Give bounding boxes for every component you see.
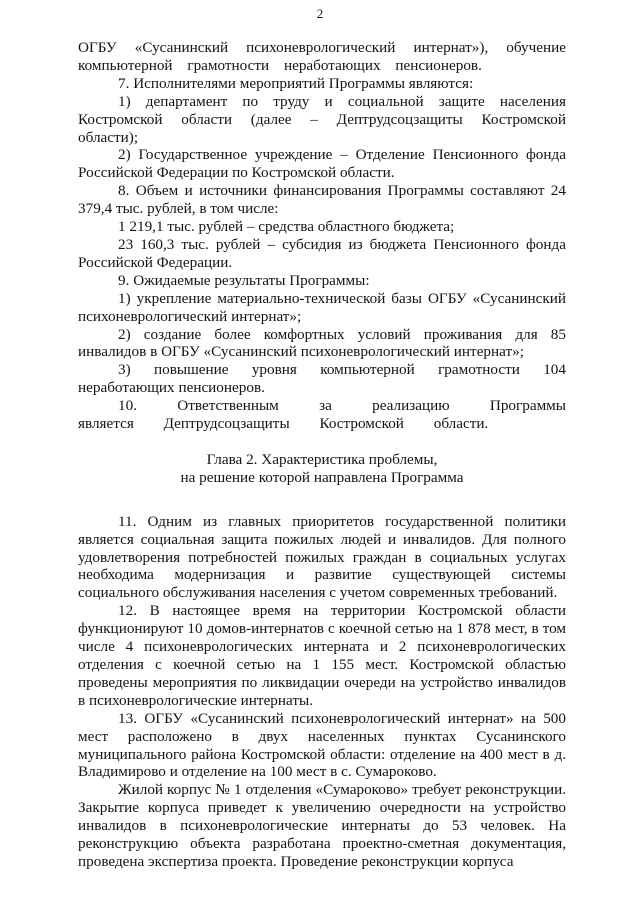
paragraph: 2) создание более комфортных условий проживания для 85 инвалидов в ОГБУ «Сусанинский психоневрологический интернат»;: [78, 325, 566, 361]
chapter-subtitle: на решение которой направлена Программа: [180, 468, 464, 486]
document-body: [78, 39, 566, 871]
paragraph: 10. Ответственным за реализацию Программы является Дептрудсоцзащиты Костромской области.: [78, 397, 566, 433]
paragraph: 3) повышение уровня компьютерной грамотности 104 неработающих пенсионеров.: [78, 361, 566, 397]
paragraph: 13. ОГБУ «Сусанинский психоневрологический интернат» на 500 мест расположено в двух населенных пунктах Сусанинского муниципального района Костромской области: отделение на 400 мест в д. Владимирово и отделение на 100 мест в с. Сумароково.: [78, 709, 566, 781]
page-number: 2: [316, 6, 324, 21]
chapter-heading: [78, 451, 566, 487]
paragraph: 2) Государственное учреждение – Отделение Пенсионного фонда Российской Федерации по Костромской области.: [78, 146, 566, 182]
paragraph: 12. В настоящее время на территории Костромской области функционируют 10 домов-интернатов с коечной сетью на 1 878 мест, в том числе 4 психоневрологических интерната и 2 психоневрологических отделения с коечной сетью на 1 155 мест. Костромской областью проведены мероприятия по ликвидации очереди на устройство инвалидов в психоневрологические интернаты.: [78, 602, 566, 709]
paragraph: 7. Исполнителями мероприятий Программы являются:: [118, 74, 474, 92]
paragraph: 9. Ожидаемые результаты Программы:: [118, 271, 370, 289]
paragraph: 11. Одним из главных приоритетов государственной политики является социальная защита пожилых людей и инвалидов. Для полного удовлетворения потребностей пожилых граждан в социальных услугах необходима модернизация и развитие существующей системы социального обслуживания населения с учетом современных требований.: [78, 512, 566, 602]
paragraph: 23 160,3 тыс. рублей – субсидия из бюджета Пенсионного фонда Российской Федерации.: [78, 235, 566, 271]
paragraph: ОГБУ «Сусанинский психоневрологический интернат»), обучение компьютерной грамотности неработающих пенсионеров.: [78, 39, 566, 74]
paragraph: Жилой корпус № 1 отделения «Сумароково» требует реконструкции. Закрытие корпуса приведет к увеличению очередности на устройство инвалидов в психоневрологические интернаты до 53 человек. На реконструкцию объекта разработана проектно-сметная документация, проведена экспертиза проекта. Проведение реконструкции корпуса: [78, 781, 566, 870]
paragraph: 1) укрепление материально-технической базы ОГБУ «Сусанинский психоневрологический интернат»;: [78, 289, 566, 325]
paragraph: 1) департамент по труду и социальной защите населения Костромской области (далее – Дептрудсоцзащиты Костромской области);: [78, 92, 566, 146]
paragraph: 1 219,1 тыс. рублей – средства областного бюджета;: [118, 218, 455, 236]
chapter-title: Глава 2. Характеристика проблемы,: [206, 450, 438, 468]
paragraph: 8. Объем и источники финансирования Программы составляют 24 379,4 тыс. рублей, в том числе:: [78, 182, 566, 218]
